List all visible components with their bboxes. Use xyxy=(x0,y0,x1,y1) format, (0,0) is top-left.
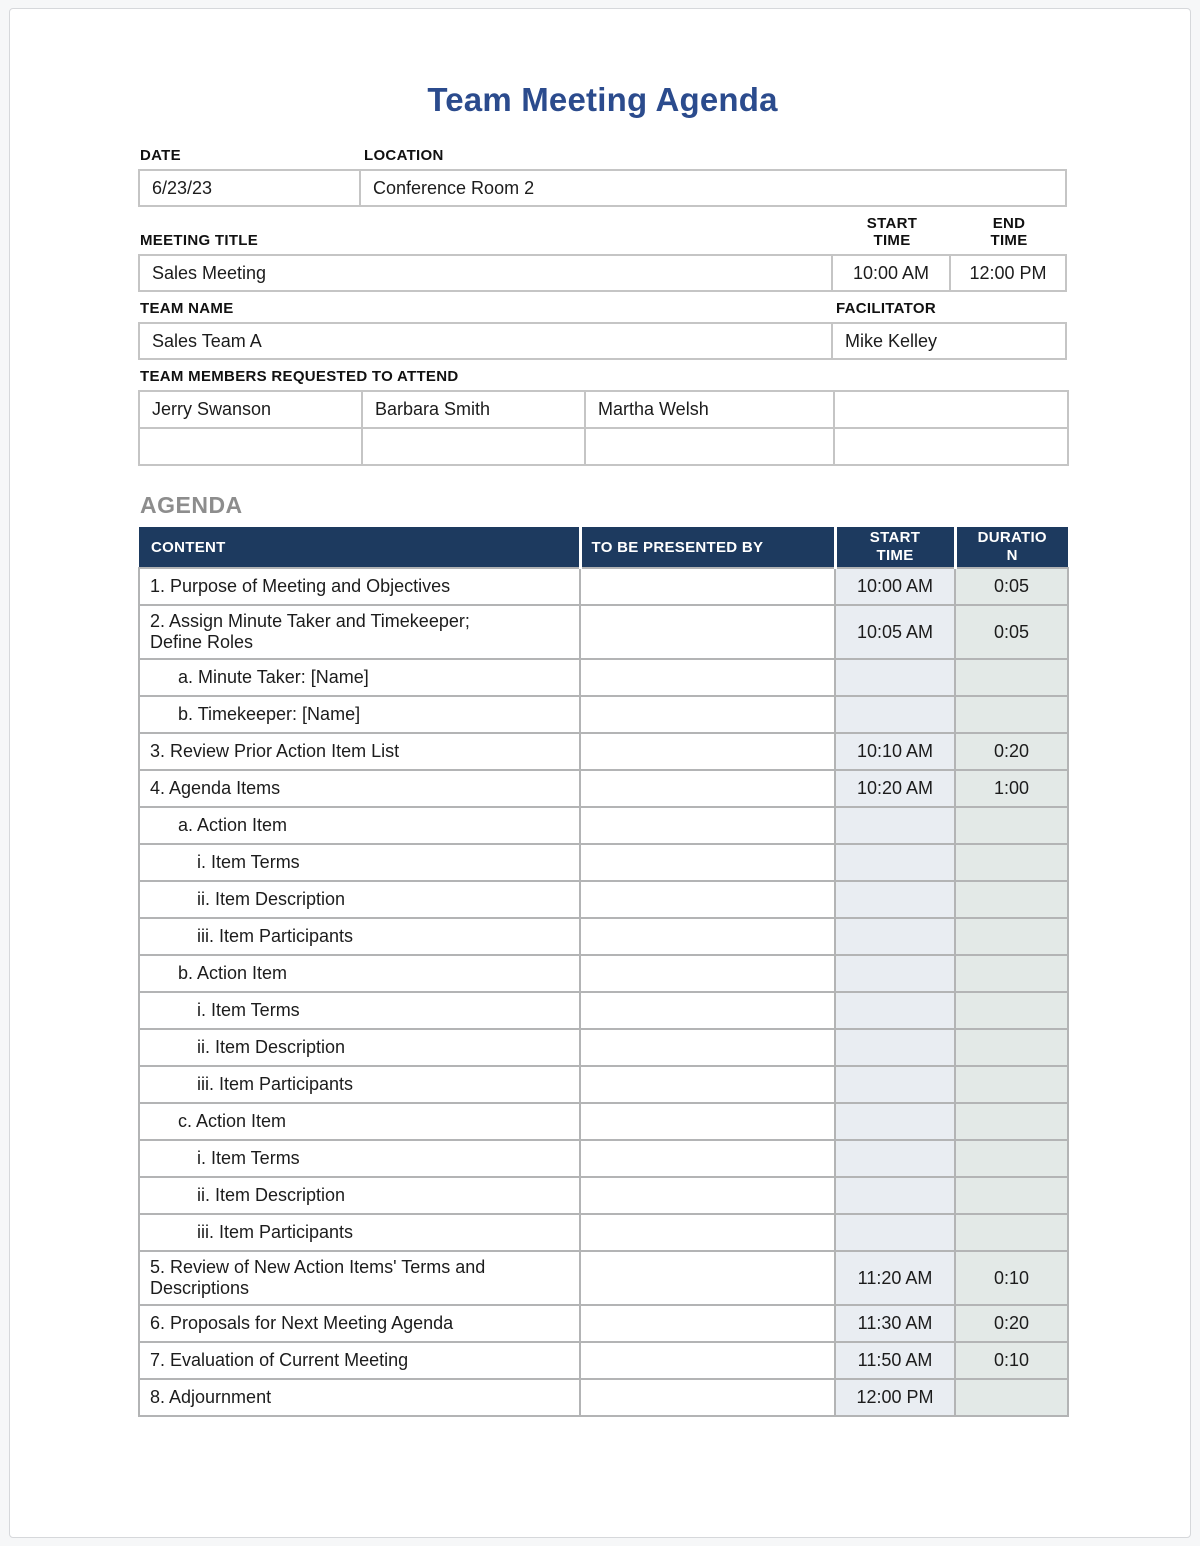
agenda-content-text: a. Minute Taker: [Name] xyxy=(178,667,369,687)
agenda-column-presenter: TO BE PRESENTED BY xyxy=(580,527,835,568)
team-members-row-1 xyxy=(139,391,1068,428)
agenda-content-text: b. Action Item xyxy=(178,963,288,983)
agenda-start-time-cell[interactable]: 10:10 AM xyxy=(835,733,955,770)
agenda-content-text: i. Item Terms xyxy=(197,852,300,872)
agenda-presenter-cell[interactable] xyxy=(580,955,835,992)
agenda-duration-cell[interactable] xyxy=(955,1066,1068,1103)
agenda-start-time-cell[interactable] xyxy=(835,1029,955,1066)
agenda-content-cell[interactable] xyxy=(139,1214,580,1251)
facilitator-value: Mike Kelley xyxy=(845,330,938,351)
agenda-presenter-cell[interactable] xyxy=(580,568,835,605)
agenda-column-content: CONTENT xyxy=(139,527,580,568)
document-content xyxy=(138,9,1067,1417)
agenda-start-time-cell[interactable] xyxy=(835,881,955,918)
agenda-presenter-cell[interactable] xyxy=(580,1066,835,1103)
agenda-row xyxy=(139,881,1068,918)
agenda-content-cell[interactable] xyxy=(139,844,580,881)
agenda-start-time-cell[interactable]: 12:00 PM xyxy=(835,1379,955,1416)
location-value: Conference Room 2 xyxy=(373,177,535,198)
agenda-presenter-cell[interactable] xyxy=(580,1251,835,1305)
agenda-row xyxy=(139,1103,1068,1140)
agenda-row xyxy=(139,1214,1068,1251)
agenda-content-text: ii. Item Description xyxy=(197,1185,346,1205)
agenda-content-text: 6. Proposals for Next Meeting Agenda xyxy=(150,1313,454,1333)
agenda-content-cell[interactable] xyxy=(139,1140,580,1177)
agenda-start-time-cell[interactable] xyxy=(835,1214,955,1251)
agenda-content-text: 8. Adjournment xyxy=(150,1387,272,1407)
agenda-start-time-cell[interactable]: 10:00 AM xyxy=(835,568,955,605)
agenda-duration-cell[interactable]: 0:10 xyxy=(955,1342,1068,1379)
agenda-content-cell[interactable] xyxy=(139,1066,580,1103)
team-member-cell[interactable]: Barbara Smith xyxy=(362,391,585,428)
team-member-cell[interactable]: Jerry Swanson xyxy=(139,391,362,428)
agenda-duration-cell[interactable] xyxy=(955,1103,1068,1140)
agenda-table xyxy=(138,527,1069,1417)
agenda-start-time-cell[interactable] xyxy=(835,992,955,1029)
agenda-start-time-cell[interactable] xyxy=(835,918,955,955)
team-members-label: TEAM MEMBERS REQUESTED TO ATTEND xyxy=(140,368,459,385)
agenda-start-time-cell[interactable]: 11:50 AM xyxy=(835,1342,955,1379)
agenda-row xyxy=(139,1029,1068,1066)
team-members-table xyxy=(138,390,1069,466)
agenda-duration-cell[interactable]: 0:20 xyxy=(955,733,1068,770)
team-members-label-row xyxy=(138,368,1067,386)
date-location-labels xyxy=(138,147,1067,165)
agenda-content-text: 1. Purpose of Meeting and Objectives xyxy=(150,576,451,596)
team-member-cell[interactable] xyxy=(585,428,834,465)
agenda-presenter-cell[interactable] xyxy=(580,844,835,881)
agenda-start-time-cell[interactable] xyxy=(835,807,955,844)
agenda-start-time-cell[interactable] xyxy=(835,659,955,696)
team-member-cell[interactable] xyxy=(139,428,362,465)
meeting-title-field[interactable] xyxy=(138,254,833,292)
team-name-field[interactable] xyxy=(138,322,833,360)
agenda-duration-cell[interactable]: 1:00 xyxy=(955,770,1068,807)
agenda-duration-cell[interactable] xyxy=(955,1177,1068,1214)
agenda-content-cell[interactable] xyxy=(139,955,580,992)
agenda-presenter-cell[interactable] xyxy=(580,1305,835,1342)
agenda-content-cell[interactable] xyxy=(139,1177,580,1214)
agenda-start-time-cell[interactable] xyxy=(835,696,955,733)
agenda-row xyxy=(139,1066,1068,1103)
agenda-row xyxy=(139,659,1068,696)
end-time-label: END TIME xyxy=(990,215,1028,249)
agenda-start-time-cell[interactable] xyxy=(835,1103,955,1140)
agenda-row xyxy=(139,605,1068,659)
agenda-content-text: 5. Review of New Action Items' Terms and Descriptions xyxy=(150,1257,486,1298)
agenda-duration-cell[interactable] xyxy=(955,881,1068,918)
agenda-content-text: c. Action Item xyxy=(178,1111,287,1131)
date-value: 6/23/23 xyxy=(152,177,213,198)
agenda-start-time-cell[interactable] xyxy=(835,1066,955,1103)
agenda-duration-cell[interactable] xyxy=(955,1214,1068,1251)
location-label: LOCATION xyxy=(364,147,444,164)
agenda-presenter-cell[interactable] xyxy=(580,659,835,696)
agenda-content-cell[interactable] xyxy=(139,1379,580,1416)
agenda-content-text: iii. Item Participants xyxy=(197,926,354,946)
agenda-duration-cell[interactable] xyxy=(955,659,1068,696)
agenda-content-cell[interactable] xyxy=(139,568,580,605)
agenda-start-time-cell[interactable]: 11:20 AM xyxy=(835,1251,955,1305)
agenda-presenter-cell[interactable] xyxy=(580,807,835,844)
agenda-content-cell[interactable] xyxy=(139,1342,580,1379)
agenda-row xyxy=(139,844,1068,881)
team-member-cell[interactable] xyxy=(834,428,1068,465)
team-name-labels xyxy=(138,300,1067,318)
agenda-row xyxy=(139,807,1068,844)
team-member-cell[interactable]: Martha Welsh xyxy=(585,391,834,428)
agenda-content-text: i. Item Terms xyxy=(197,1148,300,1168)
team-member-cell[interactable] xyxy=(834,391,1068,428)
facilitator-field[interactable] xyxy=(833,322,1067,360)
team-member-cell[interactable] xyxy=(362,428,585,465)
agenda-content-cell[interactable] xyxy=(139,1029,580,1066)
date-field[interactable] xyxy=(138,169,361,207)
agenda-presenter-cell[interactable] xyxy=(580,733,835,770)
agenda-duration-cell[interactable] xyxy=(955,696,1068,733)
agenda-presenter-cell[interactable] xyxy=(580,1342,835,1379)
agenda-content-text: iii. Item Participants xyxy=(197,1074,354,1094)
agenda-row xyxy=(139,1342,1068,1379)
agenda-presenter-cell[interactable] xyxy=(580,1140,835,1177)
facilitator-label: FACILITATOR xyxy=(836,300,936,317)
team-name-value: Sales Team A xyxy=(152,330,262,351)
agenda-content-cell[interactable] xyxy=(139,733,580,770)
agenda-content-text: ii. Item Description xyxy=(197,1037,346,1057)
date-label: DATE xyxy=(140,147,181,164)
agenda-row xyxy=(139,1140,1068,1177)
agenda-presenter-cell[interactable] xyxy=(580,696,835,733)
agenda-row xyxy=(139,918,1068,955)
agenda-start-time-cell[interactable] xyxy=(835,844,955,881)
agenda-content-cell[interactable] xyxy=(139,807,580,844)
agenda-start-time-cell[interactable] xyxy=(835,1177,955,1214)
agenda-content-cell[interactable] xyxy=(139,659,580,696)
agenda-duration-cell[interactable] xyxy=(955,844,1068,881)
start-time-value: 10:00 AM xyxy=(852,262,930,283)
agenda-content-text: iii. Item Participants xyxy=(197,1222,354,1242)
agenda-duration-cell[interactable] xyxy=(955,992,1068,1029)
agenda-row xyxy=(139,770,1068,807)
agenda-presenter-cell[interactable] xyxy=(580,992,835,1029)
agenda-column-duration: DURATION xyxy=(955,527,1068,568)
agenda-presenter-cell[interactable] xyxy=(580,881,835,918)
meeting-title-value: Sales Meeting xyxy=(152,262,267,283)
location-field[interactable] xyxy=(361,169,1067,207)
team-name-label: TEAM NAME xyxy=(140,300,234,317)
agenda-content-text: b. Timekeeper: [Name] xyxy=(178,704,361,724)
agenda-duration-cell[interactable] xyxy=(955,955,1068,992)
agenda-content-text: 7. Evaluation of Current Meeting xyxy=(150,1350,409,1370)
agenda-content-cell[interactable] xyxy=(139,696,580,733)
agenda-content-text: ii. Item Description xyxy=(197,889,346,909)
agenda-duration-cell[interactable]: 0:05 xyxy=(955,568,1068,605)
agenda-duration-cell[interactable]: 0:20 xyxy=(955,1305,1068,1342)
agenda-content-cell[interactable] xyxy=(139,770,580,807)
agenda-presenter-cell[interactable] xyxy=(580,1103,835,1140)
agenda-presenter-cell[interactable] xyxy=(580,1177,835,1214)
start-time-label: START TIME xyxy=(866,215,918,249)
agenda-header-row xyxy=(139,527,1068,568)
agenda-start-time-cell[interactable]: 10:05 AM xyxy=(835,605,955,659)
agenda-row xyxy=(139,992,1068,1029)
agenda-content-text: 3. Review Prior Action Item List xyxy=(150,741,400,761)
agenda-content-cell[interactable] xyxy=(139,1251,580,1305)
agenda-presenter-cell[interactable] xyxy=(580,918,835,955)
agenda-duration-cell[interactable] xyxy=(955,807,1068,844)
agenda-content-text: 2. Assign Minute Taker and Timekeeper; Define Roles xyxy=(150,611,470,652)
meeting-title-label: MEETING TITLE xyxy=(140,232,259,249)
agenda-duration-cell[interactable]: 0:10 xyxy=(955,1251,1068,1305)
agenda-content-cell[interactable] xyxy=(139,881,580,918)
agenda-content-text: 4. Agenda Items xyxy=(150,778,281,798)
agenda-heading: AGENDA xyxy=(140,492,243,518)
end-time-field[interactable] xyxy=(951,254,1067,292)
agenda-content-cell[interactable] xyxy=(139,992,580,1029)
page-title: Team Meeting Agenda xyxy=(427,81,778,118)
team-name-row xyxy=(138,322,1067,360)
agenda-start-time-cell[interactable]: 11:30 AM xyxy=(835,1305,955,1342)
agenda-duration-cell[interactable] xyxy=(955,1379,1068,1416)
agenda-table-body xyxy=(139,568,1068,1416)
agenda-start-time-cell[interactable]: 10:20 AM xyxy=(835,770,955,807)
agenda-row xyxy=(139,1379,1068,1416)
agenda-presenter-cell[interactable] xyxy=(580,1214,835,1251)
agenda-duration-cell[interactable] xyxy=(955,1029,1068,1066)
agenda-content-text: a. Action Item xyxy=(178,815,288,835)
meeting-title-row xyxy=(138,254,1067,292)
date-location-row xyxy=(138,169,1067,207)
team-members-row-2 xyxy=(139,428,1068,465)
agenda-duration-cell[interactable]: 0:05 xyxy=(955,605,1068,659)
agenda-duration-cell[interactable] xyxy=(955,1140,1068,1177)
agenda-row xyxy=(139,568,1068,605)
agenda-start-time-cell[interactable] xyxy=(835,1140,955,1177)
agenda-row xyxy=(139,1305,1068,1342)
start-time-field[interactable] xyxy=(833,254,951,292)
agenda-start-time-cell[interactable] xyxy=(835,955,955,992)
agenda-presenter-cell[interactable] xyxy=(580,1029,835,1066)
agenda-content-cell[interactable] xyxy=(139,918,580,955)
agenda-presenter-cell[interactable] xyxy=(580,605,835,659)
agenda-row xyxy=(139,733,1068,770)
agenda-duration-cell[interactable] xyxy=(955,918,1068,955)
agenda-presenter-cell[interactable] xyxy=(580,770,835,807)
agenda-row xyxy=(139,1177,1068,1214)
agenda-row xyxy=(139,1251,1068,1305)
agenda-row xyxy=(139,955,1068,992)
agenda-content-cell[interactable] xyxy=(139,605,580,659)
meeting-title-labels xyxy=(138,215,1067,250)
agenda-column-start-time: START TIME xyxy=(835,527,955,568)
agenda-presenter-cell[interactable] xyxy=(580,1379,835,1416)
agenda-content-text: i. Item Terms xyxy=(197,1000,300,1020)
agenda-content-cell[interactable] xyxy=(139,1103,580,1140)
agenda-row xyxy=(139,696,1068,733)
agenda-content-cell[interactable] xyxy=(139,1305,580,1342)
end-time-value: 12:00 PM xyxy=(969,262,1047,283)
document-page xyxy=(9,8,1191,1538)
